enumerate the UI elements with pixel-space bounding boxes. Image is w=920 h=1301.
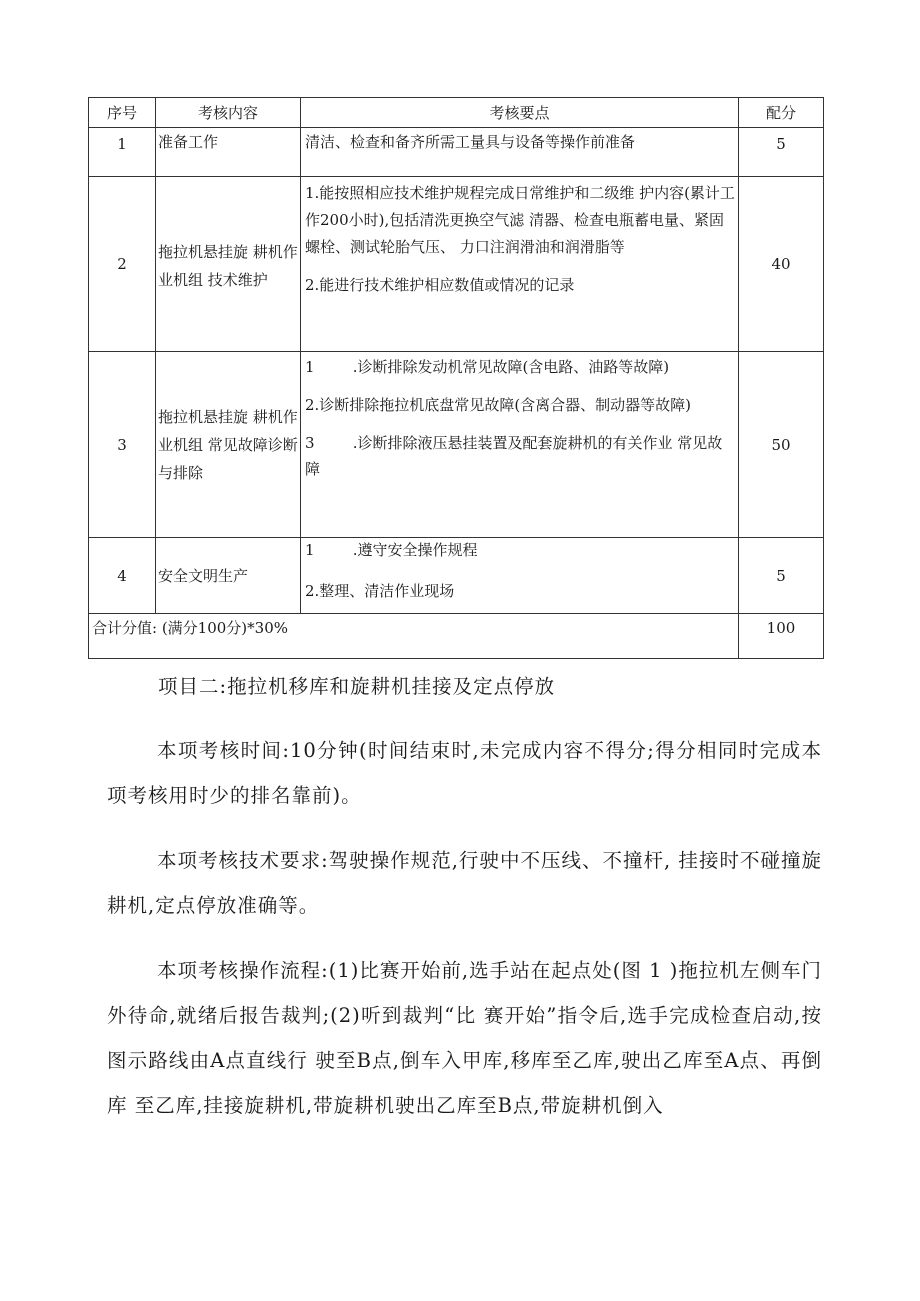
- point-item: 3 .诊断排除液压悬挂装置及配套旋耕机的有关作业 常见故障: [305, 434, 723, 478]
- section-heading: 项目二:拖拉机移库和旋耕机挂接及定点停放: [158, 675, 556, 698]
- row-score: 50: [739, 352, 824, 538]
- total-label: 合计分值: (满分100分)*30%: [89, 614, 739, 659]
- row-score: 40: [739, 177, 824, 352]
- row-score: 5: [739, 128, 824, 177]
- row-content: 拖拉机悬挂旋 耕机作业机组 常见故障诊断 与排除: [156, 352, 301, 538]
- table-row: [89, 128, 824, 177]
- table-row: [89, 177, 824, 352]
- header-content: 考核内容: [156, 98, 301, 128]
- table-total-row: [89, 614, 824, 659]
- point-item: 清洁、检查和备齐所需工量具与设备等操作前准备: [305, 133, 636, 151]
- row-seq: 2: [89, 177, 156, 352]
- row-content: 安全文明生产: [156, 538, 301, 614]
- process-paragraph: 本项考核操作流程:(1)比赛开始前,选手站在起点处(图 1 )拖拉机左侧车门外待命,就绪后报告裁判;(2)听到裁判“比 赛开始”指令后,选手完成检查启动,按图示路线由A点直线行 驶至B点,倒车入甲库,移库至乙库,驶出乙库至A点、再倒库 至乙库,挂接旋耕机,带旋耕机驶出乙库至B点,带旋耕机倒入: [107, 959, 822, 1117]
- header-seq: 序号: [89, 98, 156, 128]
- row-points: [301, 538, 739, 614]
- row-seq: 4: [89, 538, 156, 614]
- tech-paragraph: 本项考核技术要求:驾驶操作规范,行驶中不压线、不撞杆, 挂接时不碰撞旋耕机,定点停放准确等。: [107, 849, 822, 917]
- row-content: 拖拉机悬挂旋 耕机作业机组 技术维护: [156, 177, 301, 352]
- points-clip: [303, 352, 736, 535]
- point-item: 2.能进行技术维护相应数值或情况的记录: [305, 276, 575, 294]
- row-seq: 1: [89, 128, 156, 177]
- point-item: 1 .遵守安全操作规程: [305, 541, 478, 559]
- row-seq: 3: [89, 352, 156, 538]
- time-paragraph: 本项考核时间:10分钟(时间结束时,未完成内容不得分;得分相同时完成本项考核用时少的排名靠前)。: [107, 739, 822, 807]
- table-header-row: [89, 98, 824, 128]
- table-row: [89, 352, 824, 538]
- row-score: 5: [739, 538, 824, 614]
- assessment-table: [88, 97, 824, 659]
- row-points: [301, 177, 739, 352]
- table-row: [89, 538, 824, 614]
- header-score: 配分: [739, 98, 824, 128]
- point-item: 1.能按照相应技术维护规程完成日常维护和二级维 护内容(累计工作200小时),包括清洗更换空气滤 清器、检查电瓶蓄电量、紧固螺栓、测试轮胎气压、 力口注润滑油和润滑脂等: [305, 184, 735, 256]
- row-content: 准备工作: [156, 128, 301, 177]
- row-points: [301, 128, 739, 177]
- row-points: [301, 352, 739, 538]
- point-item: 1 .诊断排除发动机常见故障(含电路、油路等故障): [305, 358, 670, 376]
- header-points: 考核要点: [301, 98, 739, 128]
- total-score: 100: [739, 614, 824, 659]
- point-item: 2.整理、清洁作业现场: [305, 582, 455, 600]
- point-item: 2.诊断排除拖拉机底盘常见故障(含离合器、制动器等故障): [305, 396, 692, 414]
